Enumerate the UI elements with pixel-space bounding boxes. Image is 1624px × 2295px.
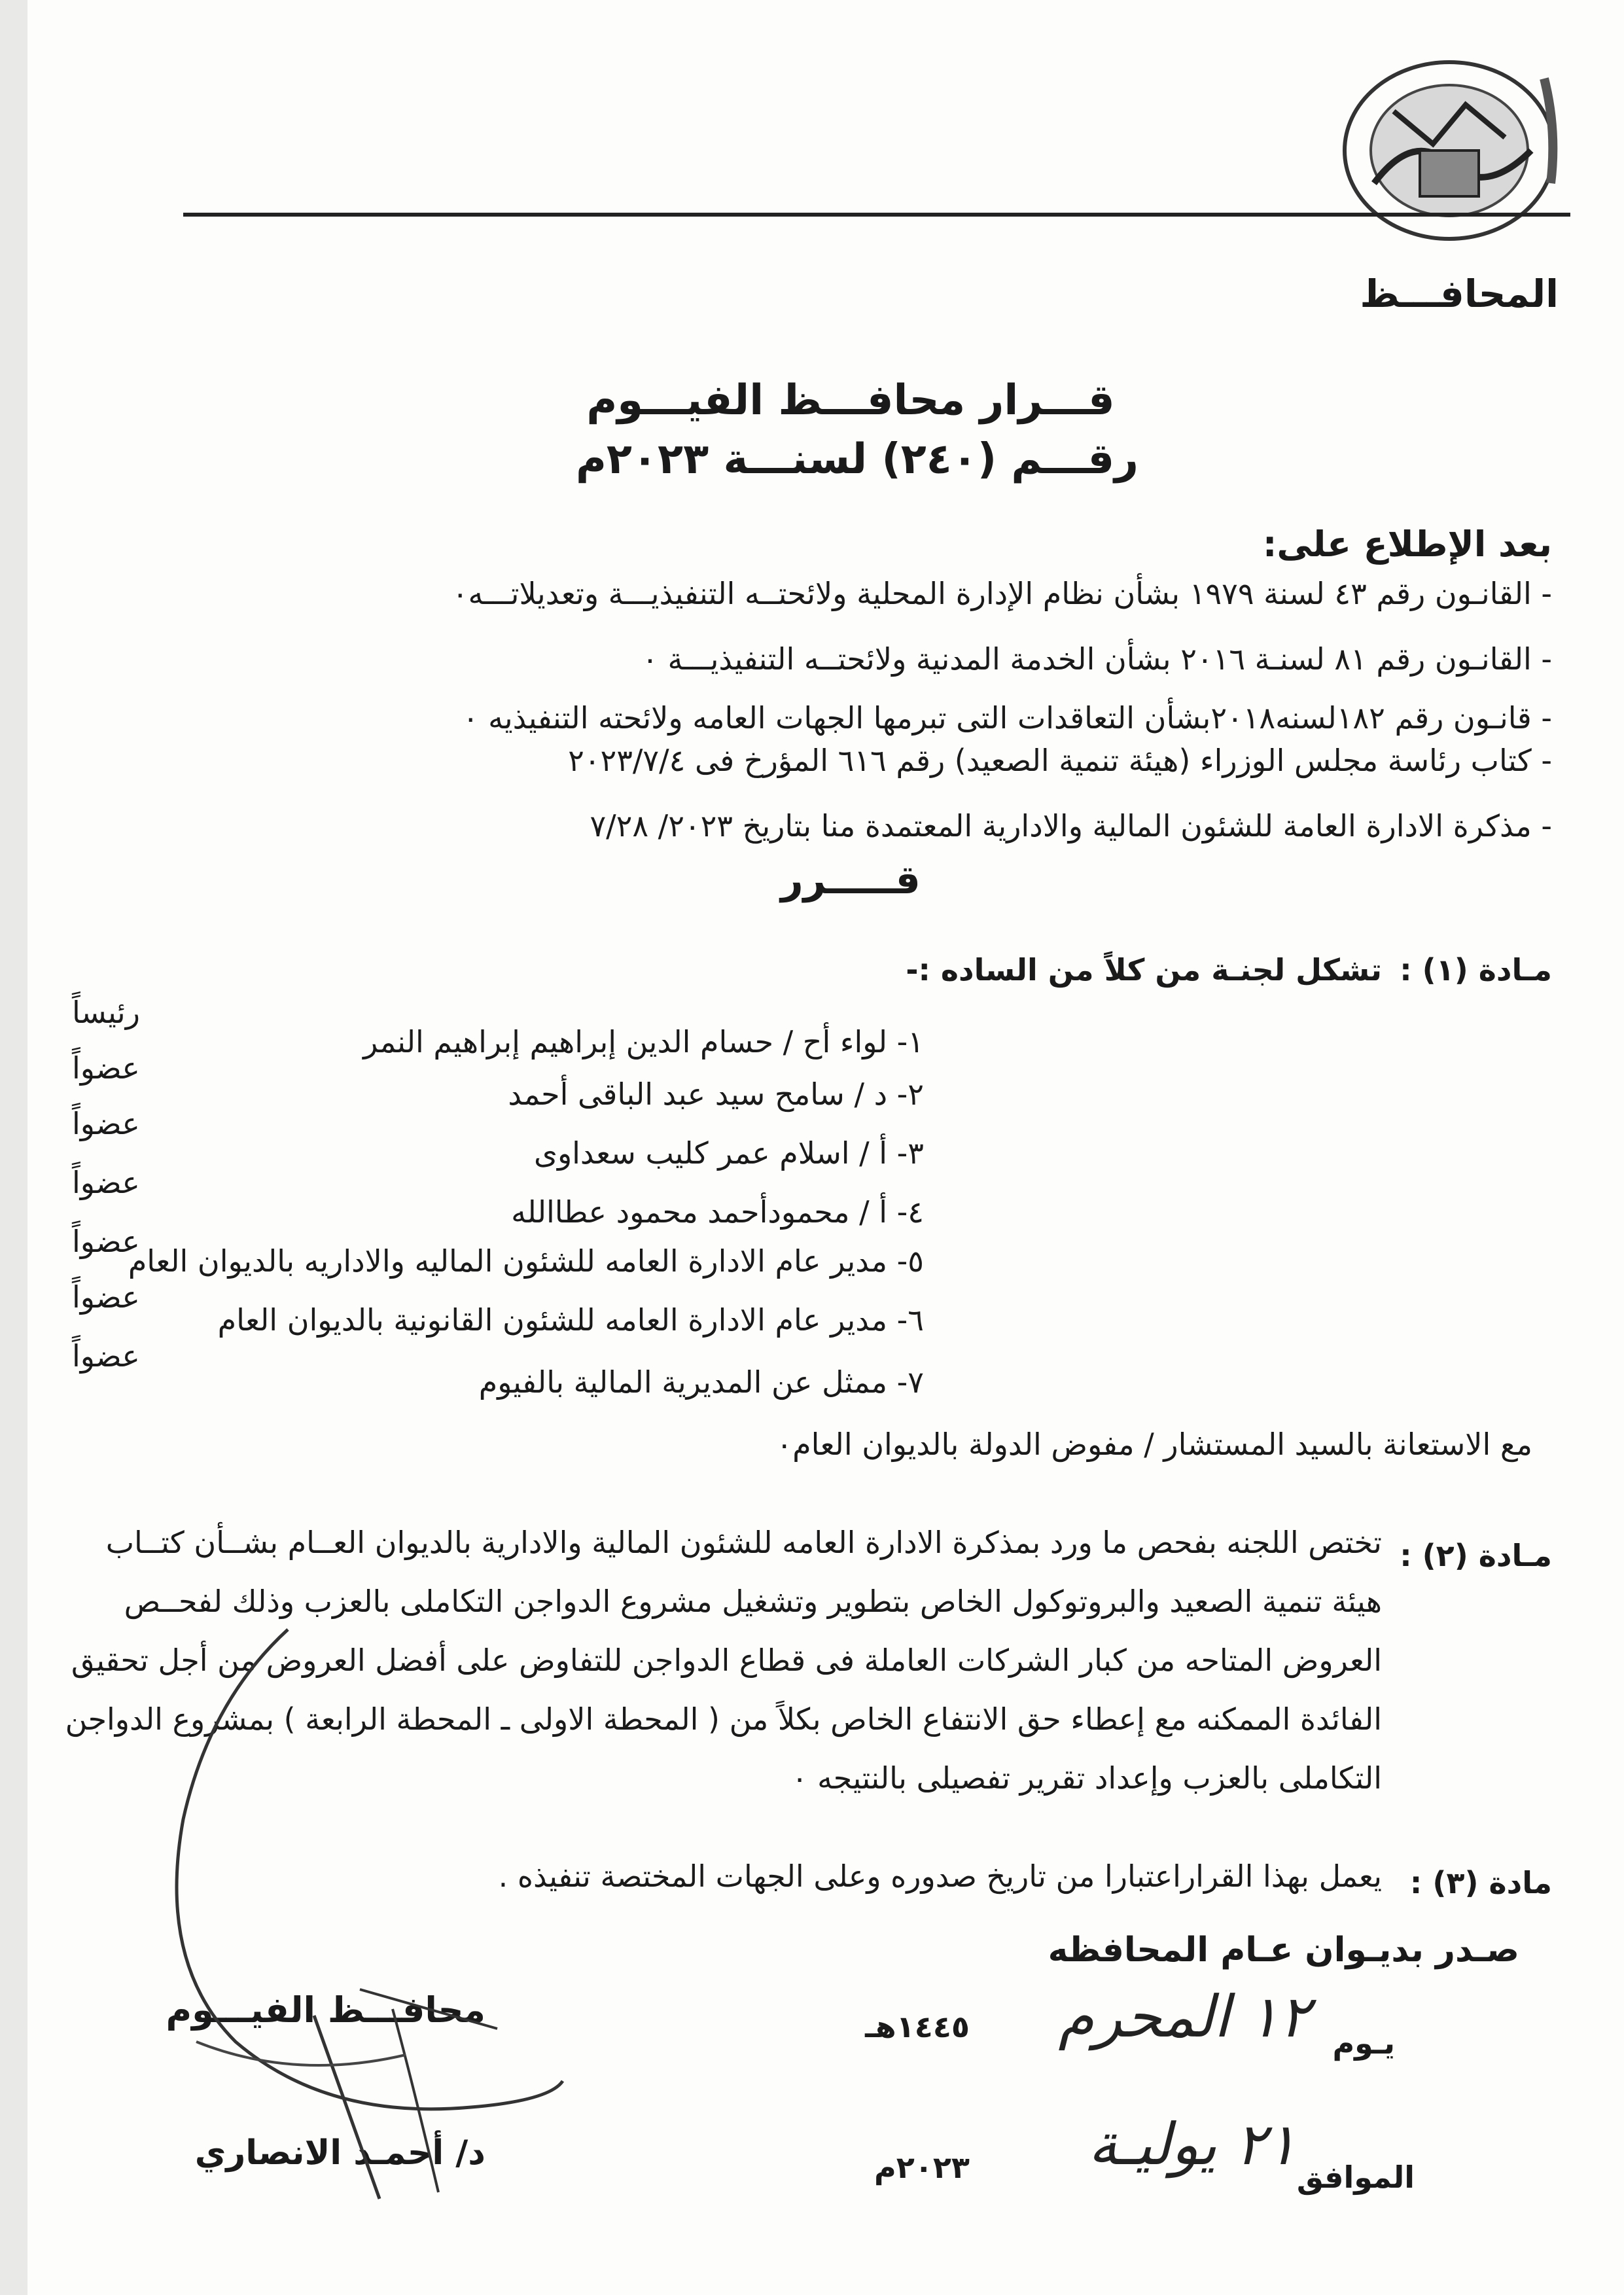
article-1-note: مع الاستعانة بالسيد المستشار / مفوض الدولة بالديوان العام٠ bbox=[776, 1427, 1532, 1462]
member-name: ١- لواء أح / حسام الدين إبراهيم إبراهيم النمر bbox=[363, 1024, 924, 1059]
article-3-label: مادة (٣) : bbox=[1409, 1865, 1552, 1900]
member-role: عضواً bbox=[72, 1279, 140, 1315]
article-2-line: هيئة تنمية الصعيد والبروتوكول الخاص بتطوير وتشغيل مشروع الدواجن التكاملى بالعزب وذلك لفحــص bbox=[124, 1584, 1382, 1619]
member-role: عضواً bbox=[72, 1106, 140, 1141]
header-rule bbox=[183, 213, 1570, 217]
preamble-item: - القانـون رقم ٨١ لسنـة ٢٠١٦ بشأن الخدمة المدنية ولائحتــه التنفيذيـــة ٠ bbox=[642, 641, 1552, 677]
preamble-item: - مذكرة الادارة العامة للشئون المالية والادارية المعتمدة منا بتاريخ ٢٠٢٣/ ٧/٢٨ bbox=[590, 808, 1552, 844]
member-name: ٤- أ / محمودأحمد محمود عطاالله bbox=[511, 1194, 924, 1230]
member-role: عضواً bbox=[72, 1050, 140, 1086]
issued-at: صـدر بديـوان عـام المحافظه bbox=[1048, 1930, 1519, 1970]
member-name: ٥- مدير عام الادارة العامه للشئون الماليه والاداريه بالديوان العام bbox=[128, 1243, 924, 1279]
article-2-line: الفائدة الممكنه مع إعطاء حق الانتفاع الخاص بكلاً من ( المحطة الاولى ـ المحطة الرابعة ) بمشروع الدواجن bbox=[65, 1701, 1382, 1737]
preamble-item: - القانـون رقم ٤٣ لسنة ١٩٧٩ بشأن نظام الإدارة المحلية ولائحتــه التنفيذيـــة وتعديلاتـــه٠ bbox=[451, 576, 1552, 611]
signatory-title: محافـــظ الفيـــوم bbox=[166, 1989, 485, 2031]
preamble-heading: بعد الإطلاع على: bbox=[1262, 524, 1552, 565]
article-2-line: العروض المتاحه من كبار الشركات العاملة فى قطاع الدواجن للتفاوض على أفضل العروض من أجل تحقيق bbox=[71, 1643, 1382, 1678]
article-1-label: مـادة (١) : bbox=[1400, 952, 1552, 987]
article-3-text: يعمل بهذا القراراعتبارا من تاريخ صدوره وعلى الجهات المختصة تنفيذه . bbox=[498, 1859, 1382, 1894]
governorate-seal-icon bbox=[1335, 52, 1564, 249]
article-2-label: مـادة (٢) : bbox=[1400, 1538, 1552, 1573]
decision-title: قـــرار محافـــظ الفيـــوم bbox=[586, 376, 1115, 425]
signatory-name: د/ أحمـد الانصاري bbox=[194, 2133, 485, 2173]
preamble-item: - كتاب رئاسة مجلس الوزراء (هيئة تنمية الصعيد) رقم ٦١٦ المؤرخ فى ٢٠٢٣/٧/٤ bbox=[568, 743, 1552, 778]
scan-edge bbox=[0, 0, 27, 2295]
member-name: ٧- ممثل عن المديرية المالية بالفيوم bbox=[478, 1364, 924, 1400]
greg-year: ٢٠٢٣م bbox=[874, 2150, 970, 2185]
article-2-line: التكاملى بالعزب وإعداد تقرير تفصيلى بالنتيجه ٠ bbox=[791, 1760, 1382, 1796]
member-role: عضواً bbox=[72, 1224, 140, 1259]
article-1-intro: تشكل لجنـة من كلاً من الساده :- bbox=[906, 952, 1382, 987]
article-2-line: تختص اللجنه بفحص ما ورد بمذكرة الادارة العامه للشئون المالية والادارية بالديوان العــام بشــأن كتــاب bbox=[105, 1525, 1382, 1560]
hijri-year: ١٤٤٥هـ bbox=[865, 2009, 970, 2044]
handwritten-day: ١٢ المحرم bbox=[1058, 1983, 1310, 2050]
corresponding-label: الموافق bbox=[1296, 2160, 1415, 2195]
member-role: عضواً bbox=[72, 1165, 140, 1200]
member-role: عضواً bbox=[72, 1338, 140, 1374]
day-label: يـوم bbox=[1332, 2025, 1395, 2061]
signature-icon bbox=[131, 1623, 589, 2212]
decision-number: رقـــم (٢٤٠) لسنـــة ٢٠٢٣م bbox=[576, 435, 1139, 484]
handwritten-date: ٢١ يوليـة bbox=[1088, 2110, 1297, 2178]
member-name: ٦- مدير عام الادارة العامه للشئون القانونية بالديوان العام bbox=[217, 1302, 924, 1338]
member-role: رئيساً bbox=[72, 995, 140, 1030]
member-name: ٣- أ / اسلام عمر كليب سعداوى bbox=[533, 1135, 924, 1171]
member-name: ٢- د / سامح سيد عبد الباقى أحمد bbox=[508, 1076, 924, 1112]
decision-heading: قـــــرر bbox=[781, 857, 921, 903]
authority-heading: المحافـــظ bbox=[1360, 272, 1559, 316]
preamble-item: - قانـون رقم ١٨٢لسنه٢٠١٨بشأن التعاقدات التى تبرمها الجهات العامه ولائحته التنفيذيه ٠ bbox=[462, 700, 1552, 736]
